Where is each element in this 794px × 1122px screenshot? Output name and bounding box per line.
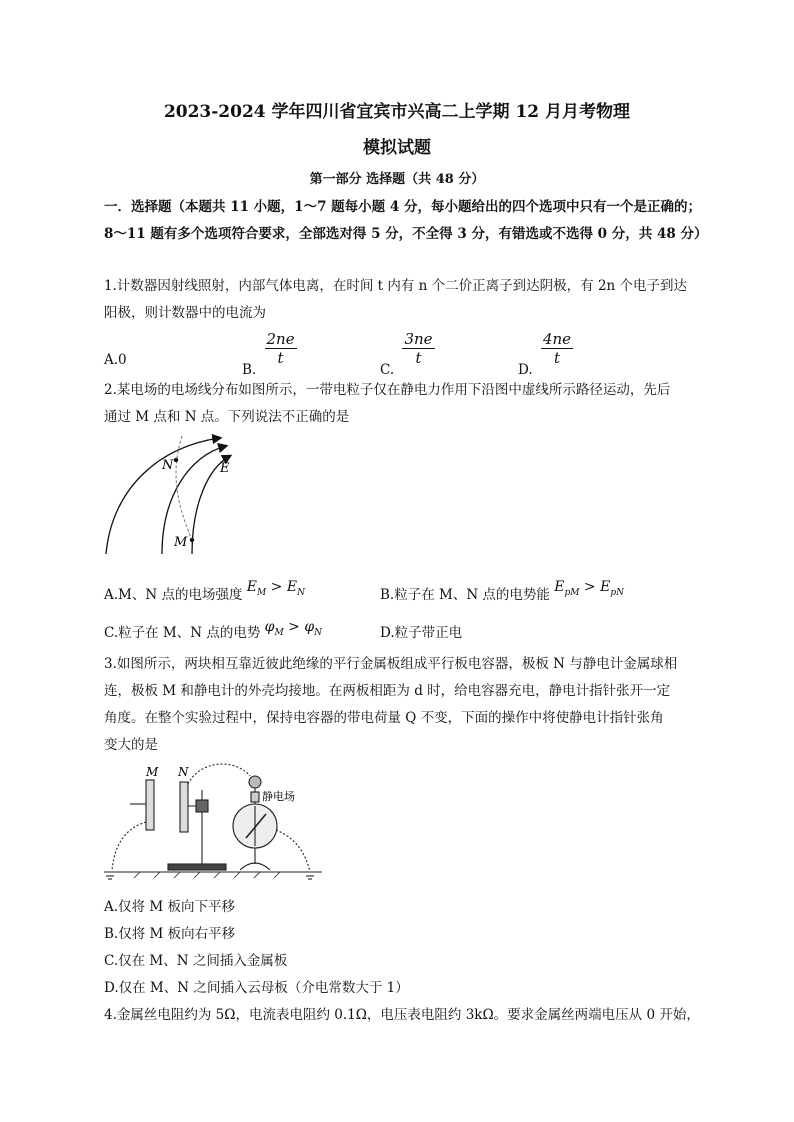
capacitor-electrometer-figure: [100, 760, 330, 886]
q1-option-d: D. $\frac{4ne}{t}$: [518, 330, 572, 378]
part-heading: 第一部分 选择题（共 48 分）: [309, 172, 485, 187]
doc-subtitle: 模拟试题: [363, 138, 431, 158]
point-m: [190, 538, 194, 542]
q1-option-c-fraction: $\frac{3ne}{t}$: [404, 330, 433, 367]
section-instructions-2: 8～11 题有多个选项符合要求，全部选对得 5 分，不全得 3 分，有错选或不选得 0 分，共 48 分）: [104, 226, 708, 242]
q1-stem-line2: 阳极，则计数器中的电流为: [104, 305, 266, 321]
plate-n: [180, 782, 188, 832]
electric-field-figure: [100, 428, 250, 558]
q1-option-a: A.0: [104, 352, 127, 368]
q3-option-d: D.仅在 M、N 之间插入云母板（介电常数大于 1）: [104, 980, 409, 996]
q2-stem-line2: 通过 M 点和 N 点。下列说法不正确的是: [104, 409, 350, 425]
plate-m: [146, 780, 154, 830]
q3-option-a: A.仅将 M 板向下平移: [104, 899, 235, 915]
point-n: [174, 458, 178, 462]
q3-stem-line3: 角度。在整个实验过程中，保持电容器的带电荷量 Q 不变，下面的操作中将使静电计指针张角: [104, 710, 664, 726]
q3-stem-line4: 变大的是: [104, 737, 158, 753]
fig-label-meter: 静电场: [262, 790, 295, 803]
label-e: E: [220, 461, 230, 476]
q1-option-c: C. $\frac{3ne}{t}$: [380, 330, 433, 378]
q2-option-a: A.M、N 点的电场强度 $E_M > E_N$: [104, 579, 305, 603]
q1-option-b-fraction: $\frac{2ne}{t}$: [266, 330, 295, 367]
q2-option-d: D.粒子带正电: [380, 625, 463, 641]
q1-stem-line1: 1.计数器因射线照射，内部气体电离，在时间 t 内有 n 个二价正离子到达阴极，有 2n 个电子到达: [104, 278, 688, 294]
q3-stem-line2: 连，极板 M 和静电计的外壳均接地。在两板相距为 d 时，给电容器充电，静电计指针张开一定: [104, 683, 671, 699]
q2-stem-line1: 2.某电场的电场线分布如图所示，一带电粒子仅在静电力作用下沿图中虚线所示路径运动，先后: [104, 382, 671, 398]
q3-option-b: B.仅将 M 板向右平移: [104, 926, 236, 942]
q2-option-b: B.粒子在 M、N 点的电势能 $E_{pM} > E_{pN}$: [380, 579, 624, 603]
electrometer-ball: [249, 776, 261, 788]
fig-label-m: M: [146, 765, 159, 779]
section-instructions-1: 一．选择题（本题共 11 小题，1～7 题每小题 4 分，每小题给出的四个选项中只有一个是正确的；: [104, 199, 701, 215]
q4-stem-line1: 4.金属丝电阻约为 5Ω，电流表电阻约 0.1Ω，电压表电阻约 3kΩ。要求金属丝两端电压从 0 开始，: [104, 1007, 700, 1023]
fig-label-n: N: [178, 765, 189, 779]
q3-stem-line1: 3.如图所示，两块相互靠近彼此绝缘的平行金属板组成平行板电容器，极板 N 与静电计金属球相: [104, 656, 678, 672]
q1-option-d-fraction: $\frac{4ne}{t}$: [542, 330, 572, 367]
q3-option-c: C.仅在 M、N 之间插入金属板: [104, 953, 288, 969]
label-n: N: [162, 458, 174, 473]
doc-title: 2023-2024 学年四川省宜宾市兴高二上学期 12 月月考物理: [163, 102, 631, 122]
particle-path: [176, 436, 192, 540]
q2-option-c: C.粒子在 M、N 点的电势 $\varphi_M > \varphi_N$: [104, 619, 322, 641]
q1-option-b: B. $\frac{2ne}{t}$: [242, 330, 295, 378]
label-m: M: [174, 535, 188, 550]
